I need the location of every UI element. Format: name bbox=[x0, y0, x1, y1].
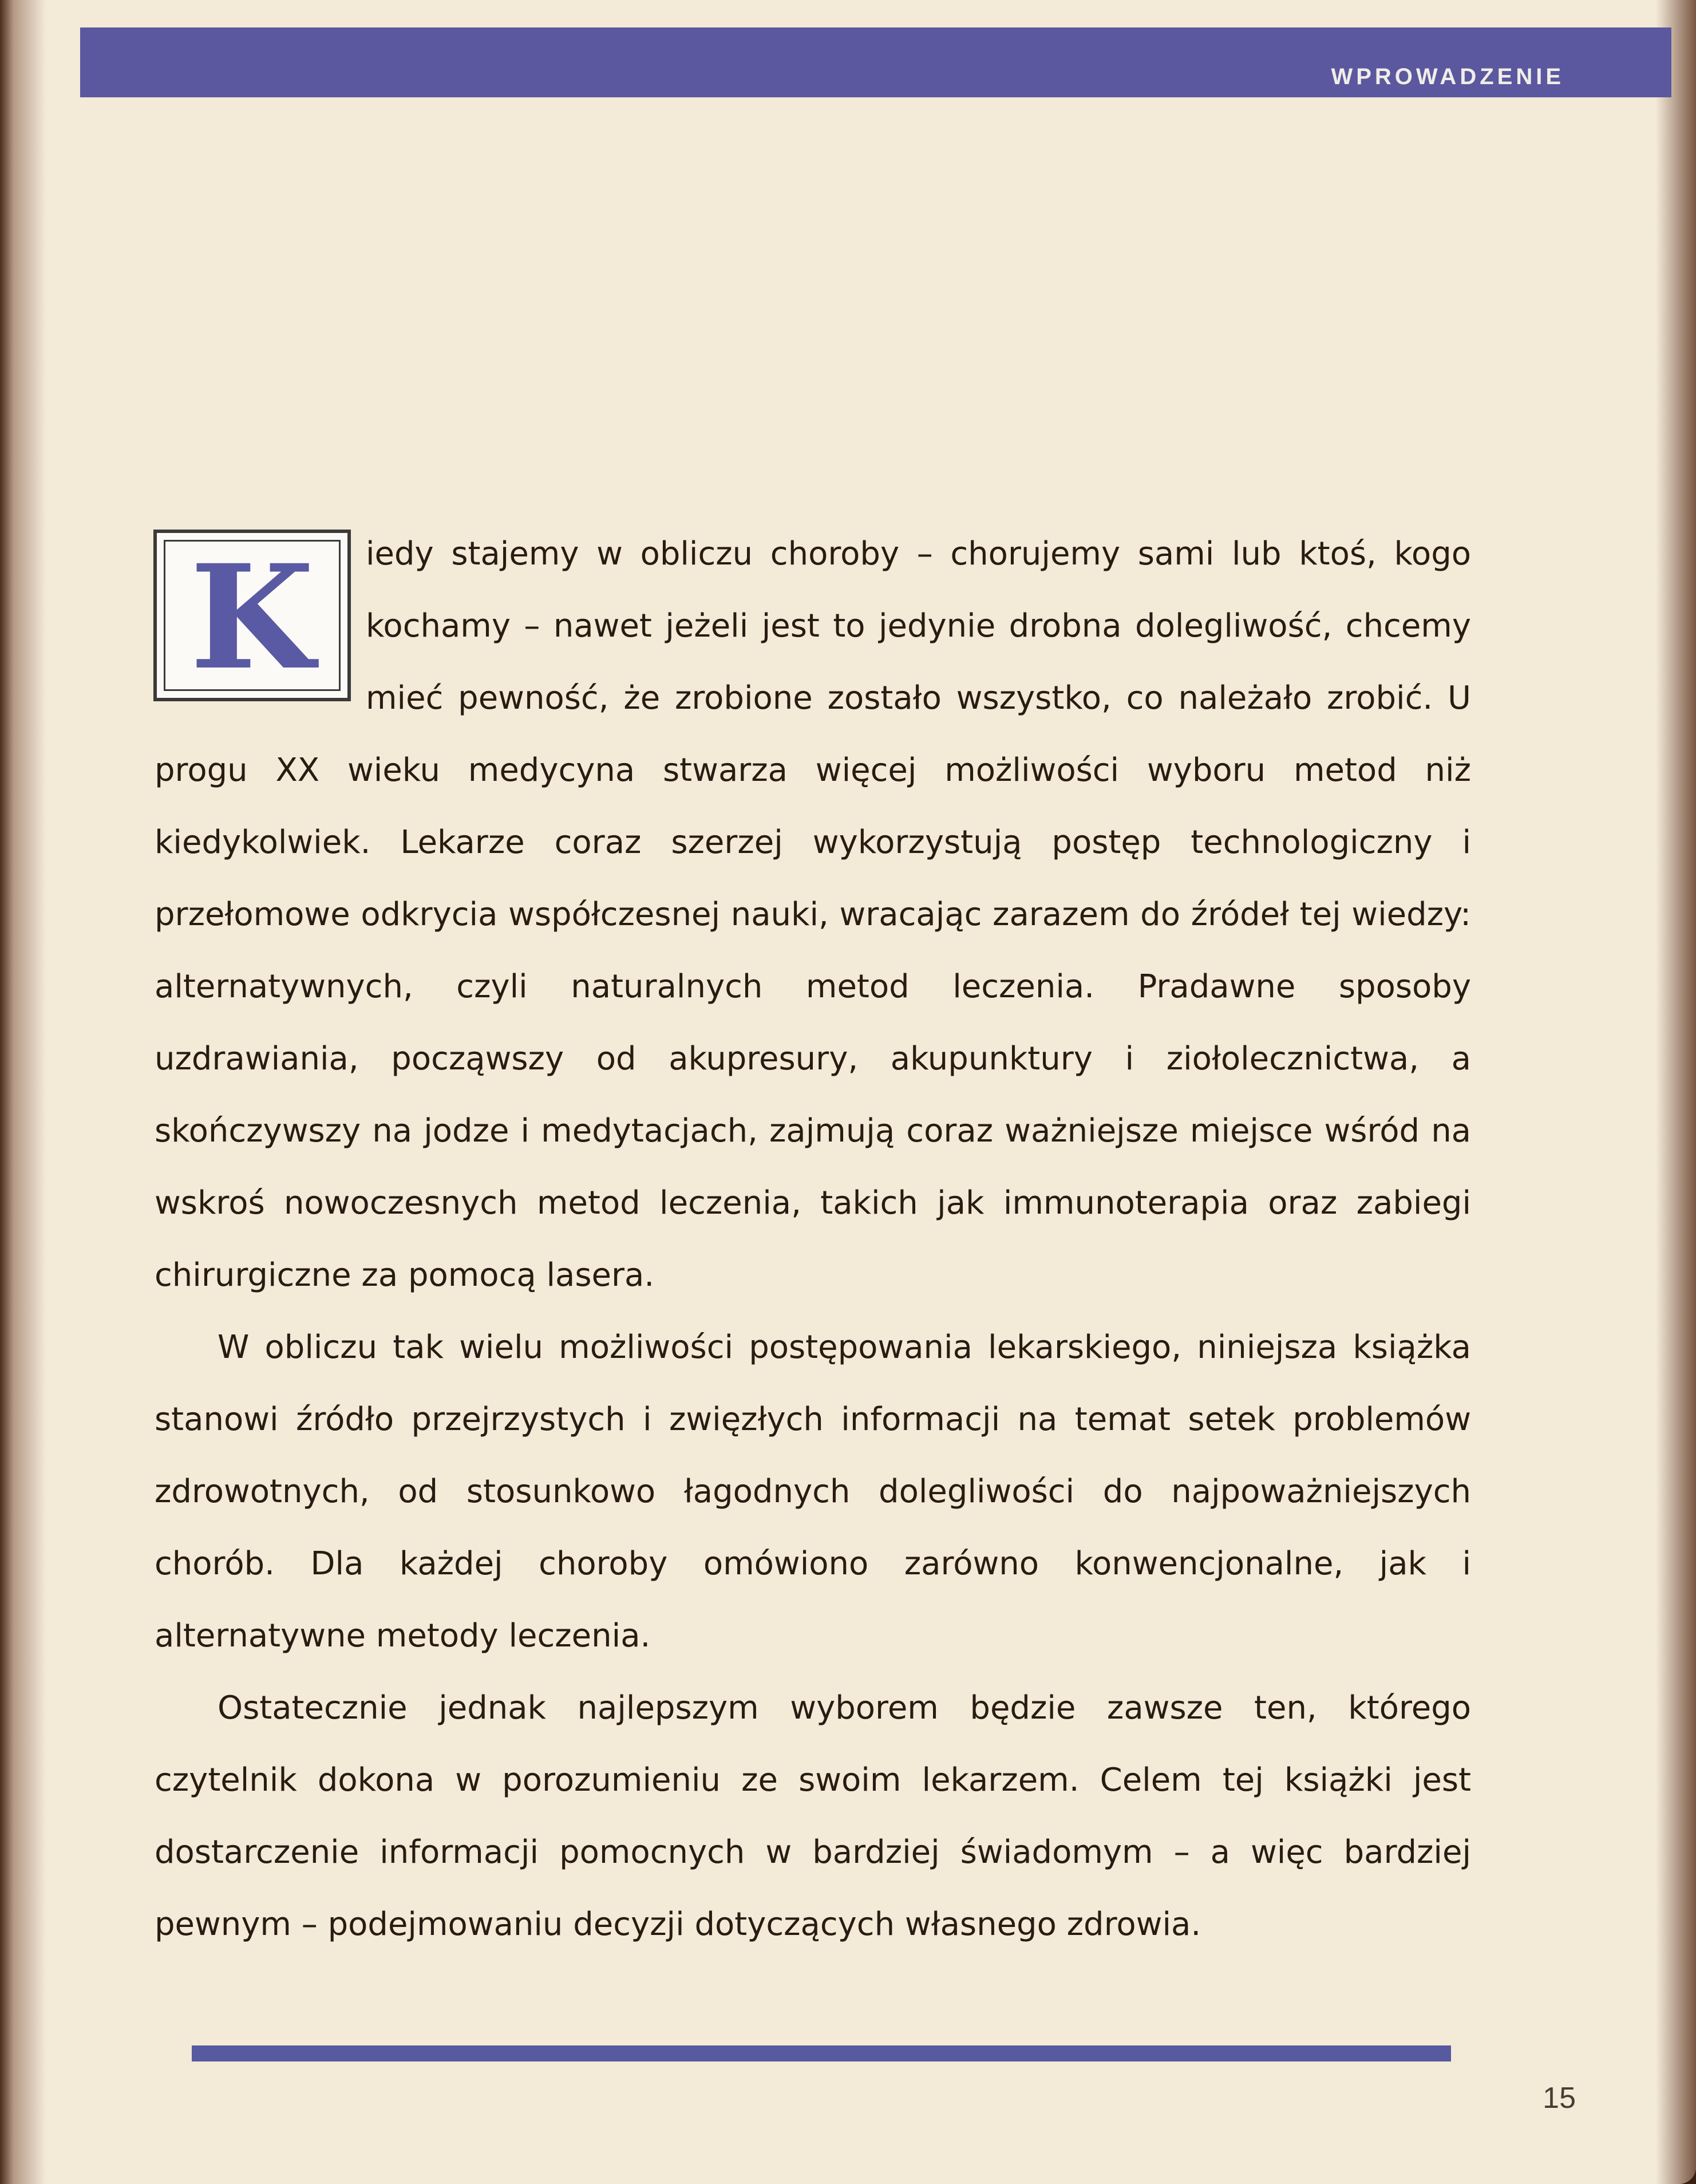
footer-rule bbox=[192, 2045, 1451, 2061]
paragraph-3: Ostatecznie jednak najlepszym wyborem będzie zawsze ten, którego czytelnik dokona w porozumieniu ze swoim lekarzem. Celem tej książki jest dostarczenie informacji pomocnych w bardziej świadomym – a więc bardziej pewnym – podejmowaniu decyzji dotyczących własnego zdrowia. bbox=[155, 1689, 1471, 1943]
page-number: 15 bbox=[1543, 2082, 1576, 2115]
paragraph-2: W obliczu tak wielu możliwości postępowania lekarskiego, niniejsza książka stanowi źródło przejrzystych i zwięzłych informacji na temat setek problemów zdrowotnych, od stosunkowo łagodnych dolegliwości do najpoważniejszych chorób. Dla każdej choroby omówiono zarówno konwencjonalne, jak i alternatywne metody leczenia. bbox=[155, 1329, 1471, 1654]
page-gutter-shadow bbox=[0, 0, 46, 2184]
dropcap-box bbox=[153, 530, 351, 701]
body-text bbox=[155, 518, 1471, 1961]
paragraph-1 bbox=[155, 518, 1471, 1312]
dropcap-letter: K bbox=[189, 533, 315, 701]
paragraph-1-text: iedy stajemy w obliczu choroby – chorujemy sami lub ktoś, kogo kochamy – nawet jeżeli jest to jedynie drobna dolegliwość, chcemy mieć pewność, że zrobione zostało wszystko, co należało zrobić. U progu XX wieku medycyna stwarza więcej możliwości wyboru metod niż kiedykolwiek. Lekarze coraz szerzej wykorzystują postęp technologiczny i przełomowe odkrycia współczesnej nauki, wracając zarazem do źródeł tej wiedzy: alternatywnych, czyli naturalnych metod leczenia. Pradawne sposoby uzdrawiania, począwszy od akupresury, akupunktury i ziołolecznictwa, a skończywszy na jodze i medytacjach, zajmują coraz ważniejsze miejsce wśród na wskroś nowoczesnych metod leczenia, takich jak immunoterapia oraz zabiegi chirurgiczne za pomocą lasera. bbox=[155, 535, 1471, 1294]
page-edge-shadow bbox=[1656, 0, 1696, 2184]
section-title: WPROWADZENIE bbox=[1331, 64, 1564, 89]
